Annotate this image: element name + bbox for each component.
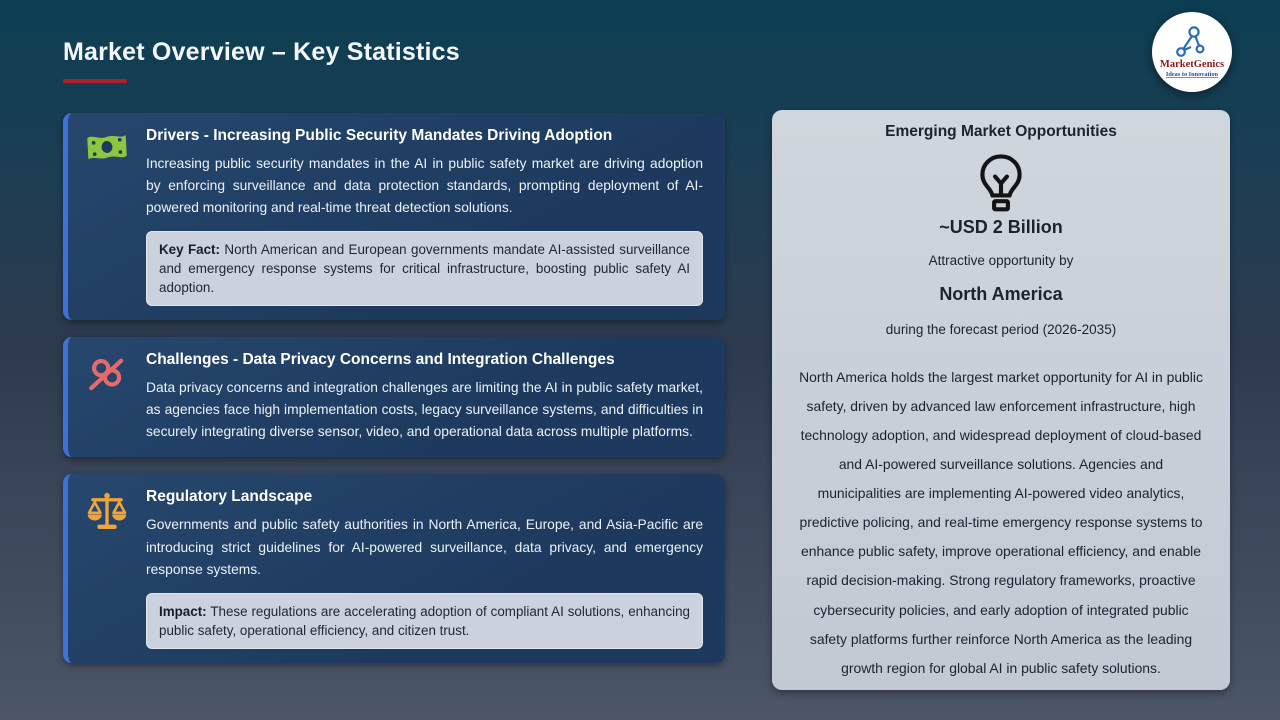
opportunity-subtitle: Attractive opportunity by	[928, 253, 1074, 268]
card-body: Data privacy concerns and integration challenges are limiting the AI in public safety market, as agencies face high implementation costs, legacy surveillance systems, and difficulties in securely integrating diverse sensor, video, and operational data across multiple platforms.	[146, 380, 703, 440]
impact-label: Impact:	[159, 603, 207, 619]
card-body: Increasing public security mandates in the AI in public safety market are driving adoption by enforcing surveillance and data protection standards, prompting deployment of AI-powered monitoring and real-time threat detection solutions.	[146, 156, 703, 216]
impact-text: These regulations are accelerating adoption of compliant AI solutions, enhancing public safety, operational efficiency, and citizen trust.	[159, 603, 691, 638]
challenges-card	[63, 337, 725, 457]
impact-box	[146, 593, 703, 649]
opportunity-description: North America holds the largest market opportunity for AI in public safety, driven by advanced law enforcement infrastructure, high technology adoption, and widespread deployment of cloud-based and AI-powered surveillance solutions. Agencies and municipalities are implementing AI-powered video analytics, predictive policing, and real-time emergency response systems to enhance public safety, improve operational efficiency, and enable rapid decision-making. Strong regulatory frameworks, proactive cybersecurity policies, and early adoption of integrated public safety platforms further reinforce North America as the leading growth region for global AI in public safety solutions.	[799, 369, 1203, 676]
card-title: Challenges - Data Privacy Concerns and Integration Challenges	[146, 351, 615, 369]
marketgenics-logo	[1150, 10, 1234, 94]
logo-tagline: Ideas to Innovation	[1165, 71, 1219, 78]
key-statistics-cards	[63, 113, 725, 663]
opportunity-value: ~USD 2 Billion	[939, 217, 1063, 237]
lightbulb-icon	[973, 153, 1029, 215]
key-fact-box	[146, 231, 703, 306]
card-title: Regulatory Landscape	[146, 488, 313, 506]
panel-title: Emerging Market Opportunities	[885, 123, 1117, 140]
regulatory-card	[63, 474, 725, 662]
opportunity-region: North America	[939, 284, 1063, 304]
header	[63, 38, 460, 83]
key-fact-label: Key Fact:	[159, 242, 220, 258]
drivers-card	[63, 113, 725, 320]
page-title: Market Overview – Key Statistics	[63, 38, 460, 66]
card-body: Governments and public safety authorities in North America, Europe, and Asia-Pacific are introducing strict guidelines for AI-powered surveillance, data privacy, and emergency response systems.	[146, 517, 703, 577]
broken-link-icon	[68, 351, 146, 443]
card-title: Drivers - Increasing Public Security Mandates Driving Adoption	[146, 127, 613, 144]
key-fact-text: North American and European governments mandate AI-assisted surveillance and emergency response systems for critical infrastructure, boosting public safety AI adoption.	[159, 242, 690, 296]
logo-name: MarketGenics	[1159, 59, 1225, 70]
money-bill-icon	[68, 127, 146, 306]
title-underline	[63, 79, 127, 83]
opportunity-panel	[772, 110, 1230, 690]
opportunity-period: during the forecast period (2026-2035)	[885, 322, 1117, 337]
balance-scale-icon	[68, 488, 146, 648]
logo-graphic	[1150, 10, 1234, 94]
